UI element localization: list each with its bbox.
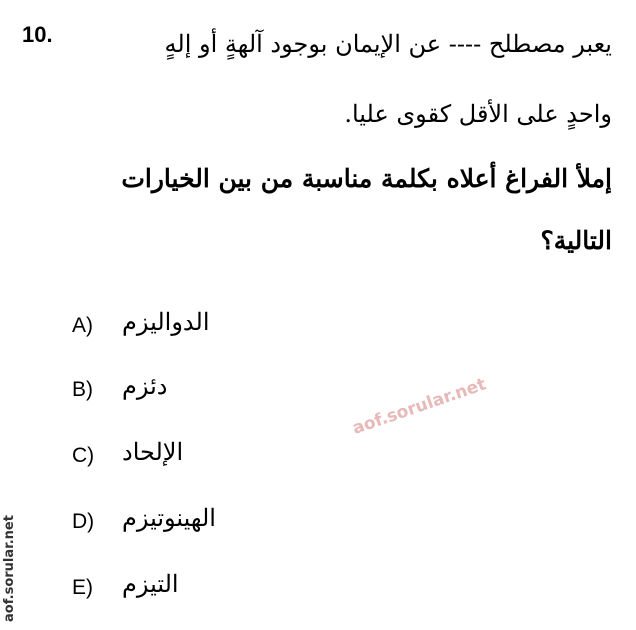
question-text-line-2: واحدٍ على الأقل كقوى عليا. <box>344 100 612 128</box>
option-d[interactable] <box>72 504 392 544</box>
question-instruction-line-1: إملأ الفراغ أعلاه بكلمة مناسبة من بين الخيارات <box>121 164 612 193</box>
option-a[interactable] <box>72 308 392 348</box>
option-a-letter: A) <box>72 314 93 337</box>
option-a-text: الدواليزم <box>122 308 210 336</box>
option-e-text: التيزم <box>122 570 179 598</box>
option-e[interactable] <box>72 570 392 610</box>
option-c-letter: C) <box>72 444 95 467</box>
watermark: aof.sorular.net <box>350 374 489 439</box>
option-e-letter: E) <box>72 576 93 599</box>
question-instruction-line-2: التالية؟ <box>540 226 612 255</box>
option-c[interactable] <box>72 438 392 478</box>
option-d-text: الهينوتيزم <box>122 504 216 532</box>
option-c-text: الإلحاد <box>122 438 184 466</box>
option-d-letter: D) <box>72 510 95 533</box>
option-b-letter: B) <box>72 378 93 401</box>
question-number: 10. <box>22 22 53 47</box>
side-watermark: aof.sorular.net <box>2 515 17 622</box>
option-b[interactable] <box>72 372 392 412</box>
option-b-text: دئزم <box>122 372 168 400</box>
question-text-line-1: يعبر مصطلح ---- عن الإيمان بوجود آلهةٍ أو إلهٍ <box>164 30 612 58</box>
